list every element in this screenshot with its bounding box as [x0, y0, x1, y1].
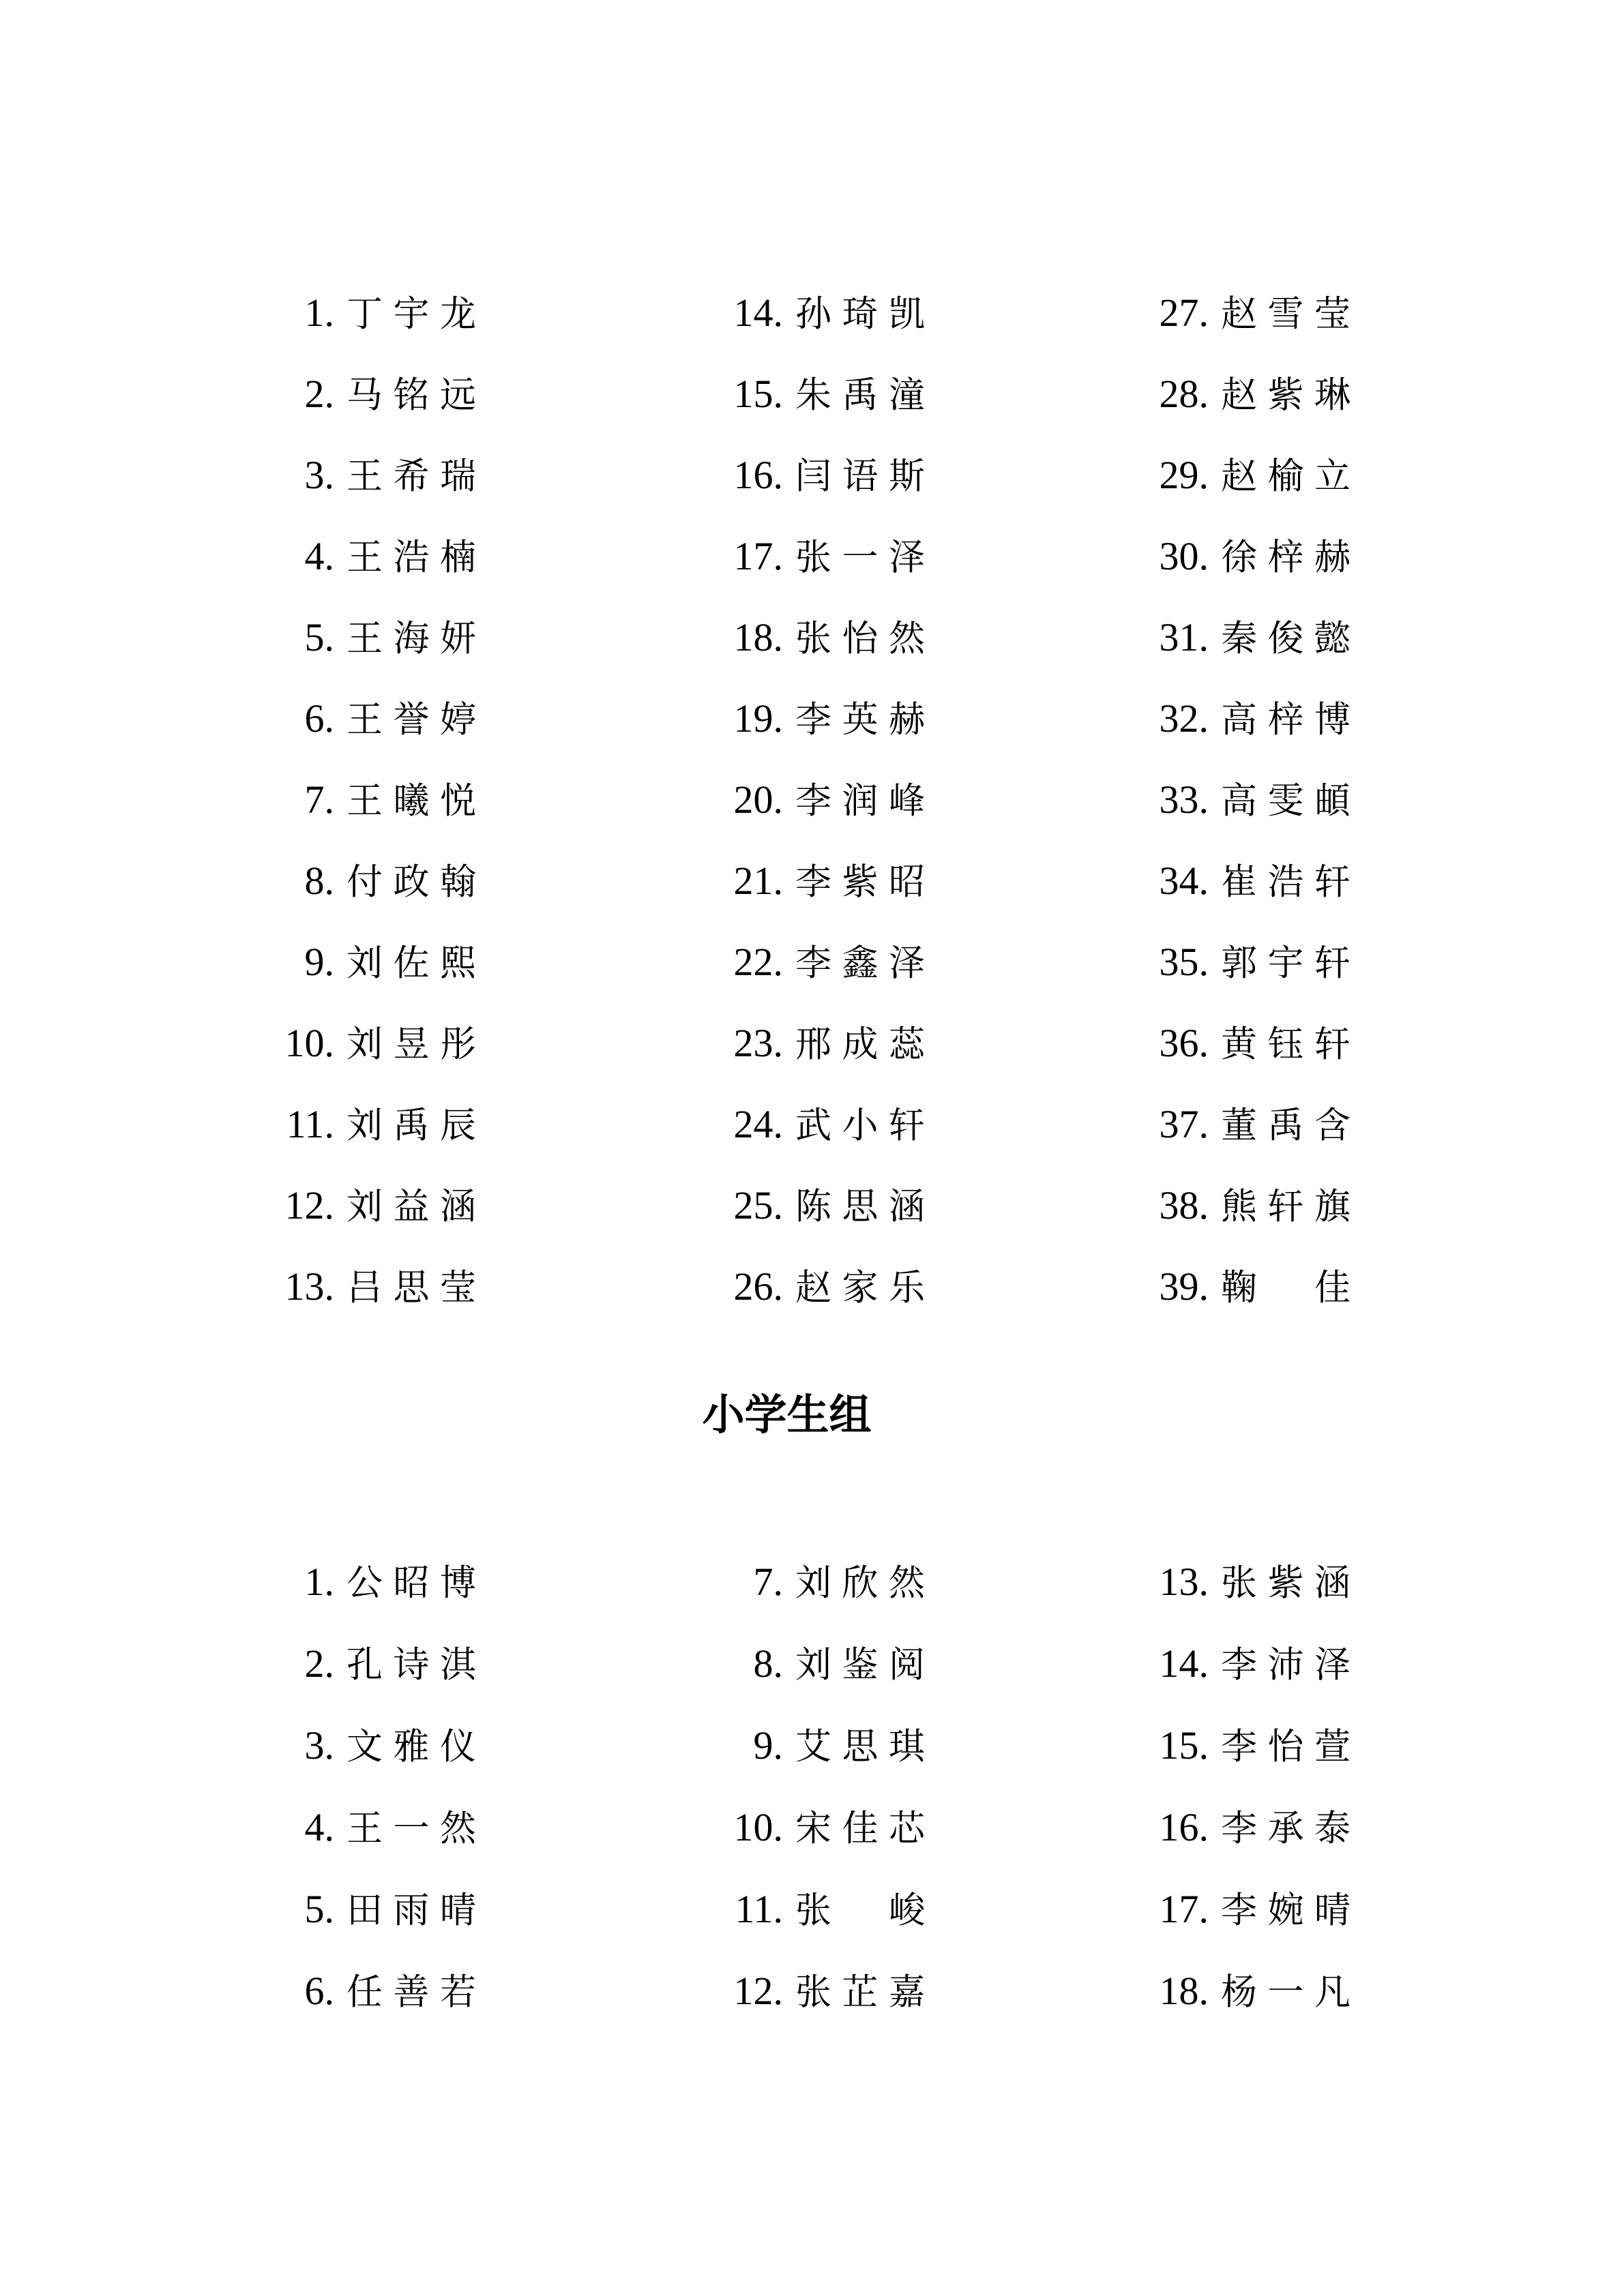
item-number: 7. [304, 777, 334, 822]
list-item [1099, 678, 1359, 759]
item-name: 文雅仪 [346, 1727, 476, 1767]
item-number: 10. [284, 1021, 334, 1065]
item-name: 刘欣然 [795, 1564, 925, 1603]
list-item [1099, 272, 1359, 353]
list-item [225, 921, 484, 1002]
list-item [225, 597, 484, 678]
item-number: 11. [286, 1102, 334, 1146]
list-item [225, 1002, 484, 1084]
item-name: 张一泽 [795, 538, 925, 578]
item-name: 李婉晴 [1221, 1891, 1350, 1930]
item-number: 22. [733, 940, 783, 984]
item-number: 24. [733, 1102, 783, 1146]
item-number: 13. [1159, 1560, 1209, 1604]
item-name: 李英赫 [795, 700, 925, 740]
list-item [674, 678, 933, 759]
list-item [1099, 1084, 1359, 1165]
item-number: 2. [304, 372, 334, 416]
item-number: 15. [1159, 1723, 1209, 1768]
item-name: 刘益涵 [346, 1187, 476, 1227]
item-name: 武小轩 [795, 1106, 925, 1146]
list-item [674, 1165, 933, 1246]
list-item [225, 1868, 484, 1950]
item-number: 14. [733, 290, 783, 335]
item-number: 18. [1159, 1969, 1209, 2013]
list-item [225, 1246, 484, 1327]
list-item [225, 434, 484, 516]
list-item [674, 434, 933, 516]
item-name: 张芷嘉 [795, 1973, 925, 2012]
list-item [674, 1950, 933, 2032]
item-name: 秦俊懿 [1221, 619, 1350, 659]
item-number: 39. [1159, 1264, 1209, 1309]
item-name: 李润峰 [795, 781, 925, 821]
list-item [1099, 1705, 1359, 1787]
list-item [674, 272, 933, 353]
list-item [225, 1084, 484, 1165]
item-number: 26. [733, 1264, 783, 1309]
list-item [1099, 1541, 1359, 1623]
list-item [225, 1705, 484, 1787]
item-number: 15. [733, 372, 783, 416]
item-number: 3. [304, 453, 334, 497]
item-number: 32. [1159, 696, 1209, 741]
item-number: 16. [1159, 1805, 1209, 1849]
item-number: 7. [753, 1560, 783, 1604]
list-item [674, 1084, 933, 1165]
item-number: 27. [1159, 290, 1209, 335]
item-name: 赵紫琳 [1221, 376, 1350, 415]
item-number: 9. [753, 1723, 783, 1768]
list-item [674, 1541, 933, 1623]
item-name: 刘禹辰 [346, 1106, 476, 1146]
item-name: 闫语斯 [795, 457, 925, 496]
item-number: 17. [1159, 1887, 1209, 1931]
list-item [225, 678, 484, 759]
item-name: 李沛泽 [1221, 1645, 1350, 1685]
item-number: 9. [304, 940, 334, 984]
item-name: 刘昱彤 [346, 1025, 476, 1064]
list-item [1099, 759, 1359, 840]
item-number: 35. [1159, 940, 1209, 984]
item-number: 4. [304, 1805, 334, 1849]
group1-column-2 [674, 272, 933, 1327]
item-name: 鞠佳 [1221, 1268, 1350, 1308]
list-item [674, 1868, 933, 1950]
item-name: 王一然 [346, 1809, 476, 1849]
item-name: 王希瑞 [346, 457, 476, 496]
list-item [1099, 1787, 1359, 1868]
list-item [674, 1705, 933, 1787]
list-item [225, 516, 484, 597]
item-number: 33. [1159, 777, 1209, 822]
item-number: 19. [733, 696, 783, 741]
item-number: 8. [304, 859, 334, 903]
item-number: 1. [304, 1560, 334, 1604]
item-number: 17. [733, 534, 783, 578]
item-number: 12. [284, 1183, 334, 1227]
item-name: 李怡萱 [1221, 1727, 1350, 1767]
item-name: 艾思琪 [795, 1727, 925, 1767]
item-name: 黄钰轩 [1221, 1025, 1350, 1064]
item-number: 31. [1159, 615, 1209, 659]
item-number: 11. [735, 1887, 783, 1931]
list-item [674, 840, 933, 921]
item-name: 田雨晴 [346, 1891, 476, 1930]
item-number: 2. [304, 1641, 334, 1686]
item-name: 付政翰 [346, 863, 476, 902]
item-number: 12. [733, 1969, 783, 2013]
list-item [674, 1002, 933, 1084]
item-number: 14. [1159, 1641, 1209, 1686]
item-name: 孙琦凯 [795, 295, 925, 334]
list-item [225, 1950, 484, 2032]
item-number: 5. [304, 615, 334, 659]
item-number: 16. [733, 453, 783, 497]
item-number: 36. [1159, 1021, 1209, 1065]
item-number: 23. [733, 1021, 783, 1065]
list-item [674, 1787, 933, 1868]
item-number: 8. [753, 1641, 783, 1686]
list-item [1099, 1868, 1359, 1950]
item-number: 34. [1159, 859, 1209, 903]
item-name: 丁宇龙 [346, 295, 476, 334]
item-number: 6. [304, 696, 334, 741]
item-name: 高雯頔 [1221, 781, 1350, 821]
list-item [225, 1541, 484, 1623]
list-item [225, 1623, 484, 1705]
item-number: 30. [1159, 534, 1209, 578]
item-number: 4. [304, 534, 334, 578]
list-item [225, 353, 484, 434]
item-name: 王浩楠 [346, 538, 476, 578]
item-number: 3. [304, 1723, 334, 1768]
group2-column-1 [225, 1541, 484, 2032]
item-number: 13. [284, 1264, 334, 1309]
item-name: 张怡然 [795, 619, 925, 659]
list-item [674, 597, 933, 678]
item-name: 熊轩旗 [1221, 1187, 1350, 1227]
list-item [674, 516, 933, 597]
list-item [1099, 1623, 1359, 1705]
item-number: 5. [304, 1887, 334, 1931]
item-name: 李承泰 [1221, 1809, 1350, 1849]
item-name: 王誉婷 [346, 700, 476, 740]
item-name: 高梓博 [1221, 700, 1350, 740]
item-name: 杨一凡 [1221, 1973, 1350, 2012]
list-item [674, 1246, 933, 1327]
item-name: 宋佳芯 [795, 1809, 925, 1849]
item-name: 赵家乐 [795, 1268, 925, 1308]
list-item [225, 1787, 484, 1868]
item-name: 崔浩轩 [1221, 863, 1350, 902]
list-item [1099, 1950, 1359, 2032]
item-name: 王曦悦 [346, 781, 476, 821]
list-item [1099, 1246, 1359, 1327]
list-item [225, 759, 484, 840]
item-name: 公昭博 [346, 1564, 476, 1603]
item-name: 张峻 [795, 1891, 925, 1930]
list-item [1099, 840, 1359, 921]
item-name: 张紫涵 [1221, 1564, 1350, 1603]
item-name: 朱禹潼 [795, 376, 925, 415]
group2-column-3 [1099, 1541, 1359, 2032]
list-item [1099, 353, 1359, 434]
item-name: 李鑫泽 [795, 944, 925, 983]
item-number: 21. [733, 859, 783, 903]
group1-column-3 [1099, 272, 1359, 1327]
group1-column-1 [225, 272, 484, 1327]
item-number: 1. [304, 290, 334, 335]
item-name: 吕思莹 [346, 1268, 476, 1308]
item-name: 赵雪莹 [1221, 295, 1350, 334]
list-item [1099, 597, 1359, 678]
item-name: 赵榆立 [1221, 457, 1350, 496]
item-name: 郭宇轩 [1221, 944, 1350, 983]
item-name: 董禹含 [1221, 1106, 1350, 1146]
group2-column-2 [674, 1541, 933, 2032]
list-item [1099, 1002, 1359, 1084]
item-name: 任善若 [346, 1973, 476, 2012]
list-item [674, 921, 933, 1002]
item-name: 刘佐熙 [346, 944, 476, 983]
list-item [674, 1623, 933, 1705]
item-number: 29. [1159, 453, 1209, 497]
item-name: 陈思涵 [795, 1187, 925, 1227]
item-name: 王海妍 [346, 619, 476, 659]
list-item [225, 272, 484, 353]
item-number: 6. [304, 1969, 334, 2013]
item-name: 孔诗淇 [346, 1645, 476, 1685]
item-number: 25. [733, 1183, 783, 1227]
item-number: 28. [1159, 372, 1209, 416]
item-name: 刘鉴阅 [795, 1645, 925, 1685]
item-number: 37. [1159, 1102, 1209, 1146]
list-item [674, 353, 933, 434]
item-name: 李紫昭 [795, 863, 925, 902]
item-number: 20. [733, 777, 783, 822]
list-item [1099, 434, 1359, 516]
item-number: 10. [733, 1805, 783, 1849]
item-name: 马铭远 [346, 376, 476, 415]
list-item [674, 759, 933, 840]
group-2-heading: 小学生组 [702, 1392, 872, 1439]
item-name: 邢成蕊 [795, 1025, 925, 1064]
item-number: 38. [1159, 1183, 1209, 1227]
item-name: 徐梓赫 [1221, 538, 1350, 578]
list-item [1099, 1165, 1359, 1246]
list-item [1099, 516, 1359, 597]
list-item [225, 840, 484, 921]
list-item [225, 1165, 484, 1246]
list-item [1099, 921, 1359, 1002]
item-number: 18. [733, 615, 783, 659]
